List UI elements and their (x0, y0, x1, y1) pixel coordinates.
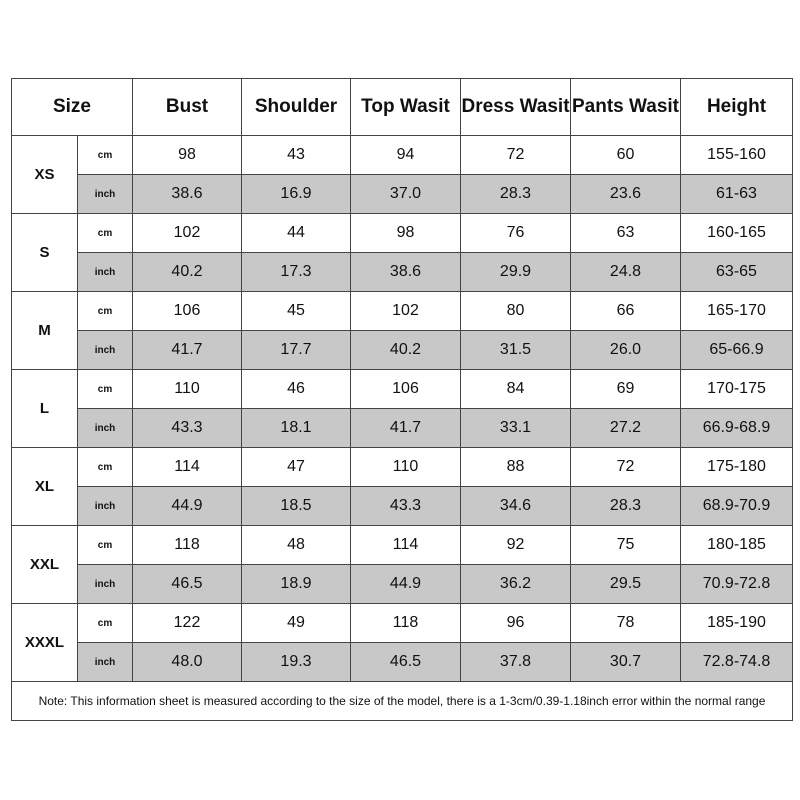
unit-label: cm (78, 526, 133, 565)
measurement-cell: 44.9 (133, 487, 242, 526)
measurement-cell: 17.3 (242, 253, 351, 292)
measurement-cell: 30.7 (571, 643, 681, 682)
measurement-cell: 76 (461, 214, 571, 253)
measurement-cell: 70.9-72.8 (681, 565, 793, 604)
unit-label: cm (78, 370, 133, 409)
table-row-s-inch (12, 253, 793, 292)
size-label: L (12, 370, 78, 448)
measurement-cell: 18.5 (242, 487, 351, 526)
unit-label: inch (78, 487, 133, 526)
measurement-cell: 88 (461, 448, 571, 487)
table-row-m-inch (12, 331, 793, 370)
measurement-cell: 38.6 (133, 175, 242, 214)
unit-label: cm (78, 292, 133, 331)
unit-label: cm (78, 136, 133, 175)
measurement-cell: 92 (461, 526, 571, 565)
table-row-xl-inch (12, 487, 793, 526)
measurement-cell: 75 (571, 526, 681, 565)
header-shoulder: Shoulder (242, 79, 351, 136)
measurement-cell: 102 (133, 214, 242, 253)
measurement-cell: 23.6 (571, 175, 681, 214)
header-height: Height (681, 79, 793, 136)
measurement-cell: 61-63 (681, 175, 793, 214)
table-row-m-cm (12, 292, 793, 331)
table-row-xxl-inch (12, 565, 793, 604)
header-size: Size (12, 79, 133, 136)
table-row-l-inch (12, 409, 793, 448)
table-row-xl-cm (12, 448, 793, 487)
measurement-cell: 66.9-68.9 (681, 409, 793, 448)
measurement-cell: 29.9 (461, 253, 571, 292)
unit-label: inch (78, 253, 133, 292)
measurement-cell: 98 (133, 136, 242, 175)
measurement-cell: 72 (571, 448, 681, 487)
measurement-cell: 63-65 (681, 253, 793, 292)
table-row-xs-inch (12, 175, 793, 214)
measurement-cell: 66 (571, 292, 681, 331)
header-dress-wasit: Dress Wasit (461, 79, 571, 136)
measurement-cell: 114 (133, 448, 242, 487)
measurement-cell: 175-180 (681, 448, 793, 487)
measurement-cell: 43.3 (351, 487, 461, 526)
measurement-cell: 49 (242, 604, 351, 643)
measurement-cell: 47 (242, 448, 351, 487)
measurement-cell: 48.0 (133, 643, 242, 682)
measurement-cell: 40.2 (351, 331, 461, 370)
unit-label: inch (78, 565, 133, 604)
unit-label: inch (78, 643, 133, 682)
unit-label: inch (78, 331, 133, 370)
measurement-cell: 122 (133, 604, 242, 643)
measurement-cell: 60 (571, 136, 681, 175)
measurement-cell: 38.6 (351, 253, 461, 292)
header-row (12, 79, 793, 136)
measurement-cell: 118 (133, 526, 242, 565)
measurement-cell: 96 (461, 604, 571, 643)
measurement-cell: 46.5 (351, 643, 461, 682)
measurement-cell: 46 (242, 370, 351, 409)
measurement-cell: 63 (571, 214, 681, 253)
measurement-cell: 37.8 (461, 643, 571, 682)
measurement-cell: 160-165 (681, 214, 793, 253)
measurement-cell: 106 (351, 370, 461, 409)
measurement-cell: 72 (461, 136, 571, 175)
measurement-cell: 45 (242, 292, 351, 331)
measurement-cell: 110 (133, 370, 242, 409)
measurement-cell: 65-66.9 (681, 331, 793, 370)
measurement-cell: 114 (351, 526, 461, 565)
measurement-cell: 41.7 (351, 409, 461, 448)
measurement-cell: 37.0 (351, 175, 461, 214)
measurement-cell: 27.2 (571, 409, 681, 448)
measurement-cell: 41.7 (133, 331, 242, 370)
size-chart-table (11, 78, 793, 721)
measurement-cell: 72.8-74.8 (681, 643, 793, 682)
measurement-cell: 170-175 (681, 370, 793, 409)
measurement-cell: 18.9 (242, 565, 351, 604)
measurement-cell: 84 (461, 370, 571, 409)
measurement-cell: 165-170 (681, 292, 793, 331)
measurement-cell: 43.3 (133, 409, 242, 448)
measurement-cell: 48 (242, 526, 351, 565)
table-row-l-cm (12, 370, 793, 409)
header-pants-wasit: Pants Wasit (571, 79, 681, 136)
measurement-cell: 28.3 (571, 487, 681, 526)
table-row-s-cm (12, 214, 793, 253)
measurement-cell: 46.5 (133, 565, 242, 604)
measurement-cell: 69 (571, 370, 681, 409)
table-row-xs-cm (12, 136, 793, 175)
measurement-cell: 16.9 (242, 175, 351, 214)
measurement-cell: 34.6 (461, 487, 571, 526)
table-row-xxl-cm (12, 526, 793, 565)
measurement-cell: 44 (242, 214, 351, 253)
table-row-xxxl-cm (12, 604, 793, 643)
measurement-cell: 24.8 (571, 253, 681, 292)
size-label: M (12, 292, 78, 370)
note-text: Note: This information sheet is measured according to the size of the model, there is a 1-3cm/0.39-1.18inch error within the normal range (12, 682, 793, 721)
measurement-cell: 40.2 (133, 253, 242, 292)
measurement-cell: 102 (351, 292, 461, 331)
measurement-cell: 18.1 (242, 409, 351, 448)
header-top-wasit: Top Wasit (351, 79, 461, 136)
measurement-cell: 185-190 (681, 604, 793, 643)
measurement-cell: 26.0 (571, 331, 681, 370)
measurement-cell: 17.7 (242, 331, 351, 370)
size-label: XS (12, 136, 78, 214)
measurement-cell: 43 (242, 136, 351, 175)
measurement-cell: 19.3 (242, 643, 351, 682)
header-bust: Bust (133, 79, 242, 136)
measurement-cell: 78 (571, 604, 681, 643)
measurement-cell: 28.3 (461, 175, 571, 214)
unit-label: cm (78, 448, 133, 487)
size-label: XXL (12, 526, 78, 604)
table-row-xxxl-inch (12, 643, 793, 682)
measurement-cell: 118 (351, 604, 461, 643)
measurement-cell: 155-160 (681, 136, 793, 175)
measurement-cell: 106 (133, 292, 242, 331)
measurement-cell: 29.5 (571, 565, 681, 604)
measurement-cell: 80 (461, 292, 571, 331)
measurement-cell: 36.2 (461, 565, 571, 604)
measurement-cell: 68.9-70.9 (681, 487, 793, 526)
unit-label: cm (78, 604, 133, 643)
size-label: XL (12, 448, 78, 526)
measurement-cell: 33.1 (461, 409, 571, 448)
size-label: XXXL (12, 604, 78, 682)
unit-label: inch (78, 409, 133, 448)
measurement-cell: 98 (351, 214, 461, 253)
unit-label: inch (78, 175, 133, 214)
size-label: S (12, 214, 78, 292)
measurement-cell: 94 (351, 136, 461, 175)
measurement-cell: 31.5 (461, 331, 571, 370)
unit-label: cm (78, 214, 133, 253)
measurement-cell: 110 (351, 448, 461, 487)
measurement-cell: 180-185 (681, 526, 793, 565)
measurement-cell: 44.9 (351, 565, 461, 604)
